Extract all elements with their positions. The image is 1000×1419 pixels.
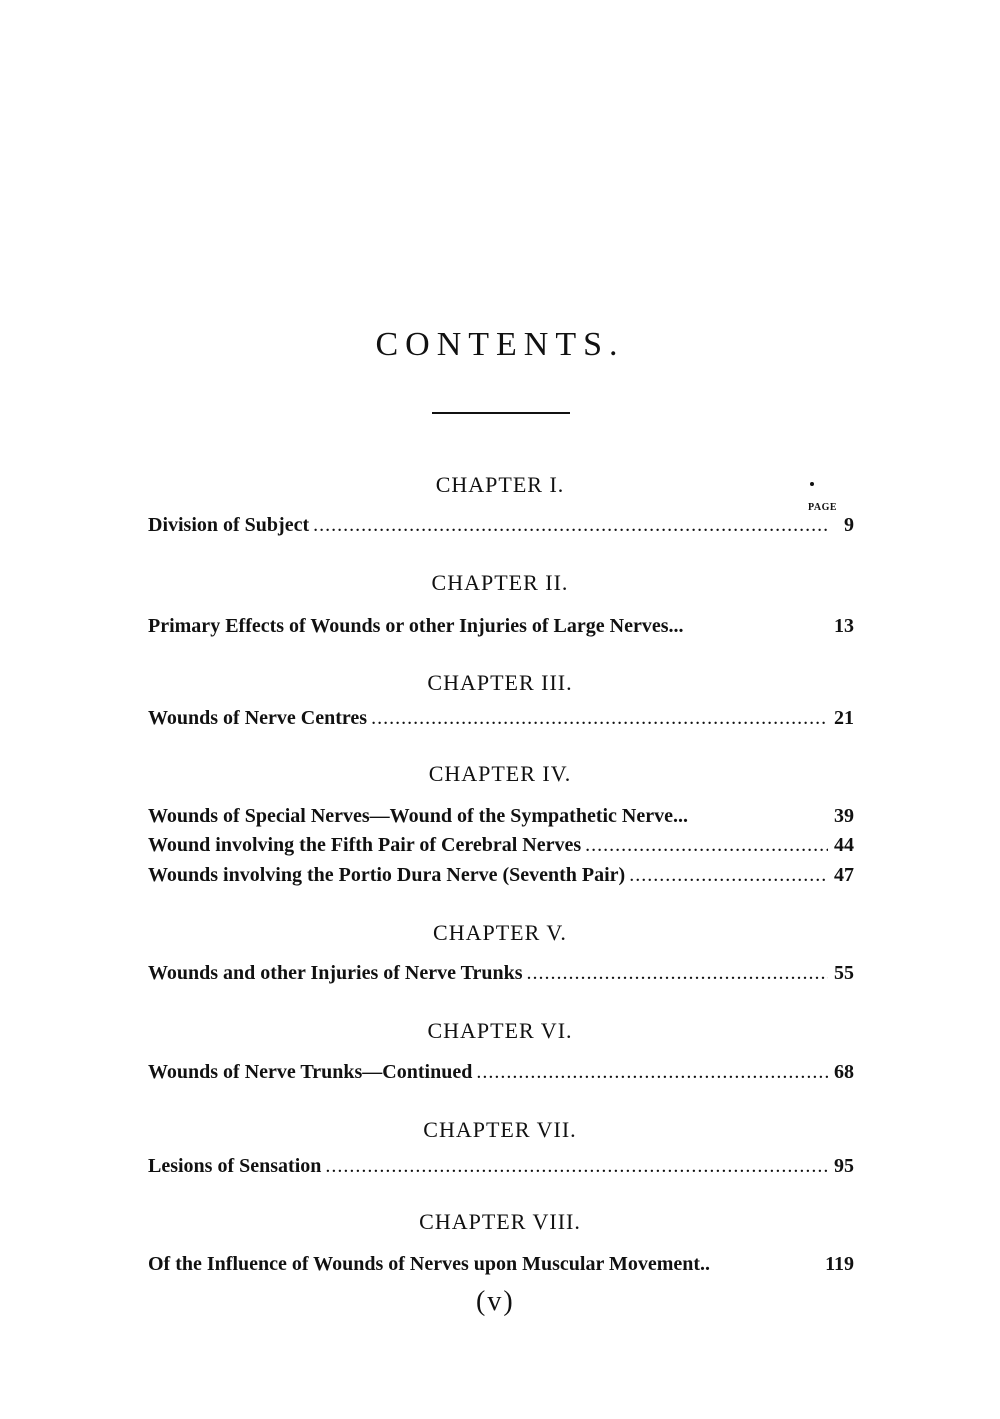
toc-entry[interactable] (148, 1153, 854, 1179)
toc-entry-page: 95 (834, 1155, 854, 1177)
toc-entry[interactable] (148, 1059, 854, 1085)
chapter-heading-4: CHAPTER IV. (428, 761, 572, 786)
toc-entry-page: 47 (834, 864, 854, 886)
toc-entry[interactable] (148, 832, 854, 858)
chapter-heading-3: CHAPTER III. (427, 670, 573, 695)
toc-entry-title: Of the Influence of Wounds of Nerves upon Muscular Movement.. (148, 1253, 711, 1275)
toc-leader (313, 512, 828, 538)
toc-entry-page: 13 (834, 615, 854, 637)
toc-entry[interactable] (148, 512, 854, 538)
toc-entry-title: Primary Effects of Wounds or other Injuries of Large Nerves... (148, 615, 684, 637)
toc-entry-title: Wound involving the Fifth Pair of Cerebral Nerves (148, 834, 582, 856)
toc-entry-title: Wounds of Nerve Trunks—Continued (148, 1061, 473, 1083)
toc-entry-page: 21 (834, 707, 854, 729)
page-title: CONTENTS. (375, 326, 625, 363)
toc-leader (629, 862, 828, 888)
chapter-heading-5: CHAPTER V. (433, 920, 567, 945)
chapter-heading-8: CHAPTER VIII. (419, 1209, 581, 1234)
toc-entry[interactable] (148, 862, 854, 888)
toc-entry-title: Lesions of Sensation (148, 1155, 322, 1177)
title-rule (432, 412, 570, 414)
chapter-heading-2: CHAPTER II. (431, 570, 569, 595)
chapter-heading-7: CHAPTER VII. (423, 1117, 577, 1142)
toc-leader (527, 960, 828, 986)
toc-entry-page: 55 (834, 962, 854, 984)
toc-leader (325, 1153, 828, 1179)
toc-entry[interactable] (148, 1251, 854, 1277)
toc-entry-title: Division of Subject (148, 514, 310, 536)
toc-entry[interactable] (148, 960, 854, 986)
toc-leader (476, 1059, 828, 1085)
toc-entry[interactable] (148, 705, 854, 731)
toc-entry-title: Wounds and other Injuries of Nerve Trunks (148, 962, 523, 984)
chapter-heading-1: CHAPTER I. (435, 472, 565, 497)
page-folio: (v) (476, 1286, 515, 1317)
toc-entry-title: Wounds of Nerve Centres (148, 707, 368, 729)
toc-entry-page: 9 (844, 514, 854, 536)
toc-entry-page: 68 (834, 1061, 854, 1083)
toc-entry-page: 119 (825, 1253, 854, 1275)
toc-entry-title: Wounds of Special Nerves—Wound of the Sympathetic Nerve... (148, 805, 688, 827)
toc-entry[interactable] (148, 613, 854, 639)
chapter-heading-6: CHAPTER VI. (427, 1018, 573, 1043)
toc-leader (585, 832, 828, 858)
toc-entry[interactable] (148, 803, 854, 829)
page-label-dot (810, 482, 814, 486)
toc-entry-title: Wounds involving the Portio Dura Nerve (Seventh Pair) (148, 864, 626, 886)
page-column-label: PAGE (808, 502, 838, 513)
toc-entry-page: 39 (834, 805, 854, 827)
toc-entry-page: 44 (834, 834, 854, 856)
toc-leader (371, 705, 828, 731)
